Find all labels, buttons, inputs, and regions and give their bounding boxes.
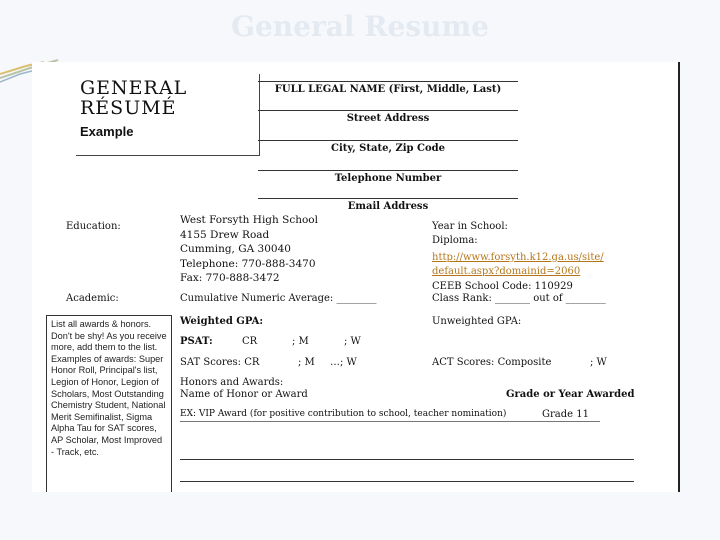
ceeb-code: CEEB School Code: 110929 (432, 281, 573, 292)
year-in-school-label: Year in School: (432, 221, 508, 232)
email-field: Email Address (347, 201, 429, 212)
psat-m: ; M (292, 336, 309, 347)
street-field: Street Address (346, 113, 430, 124)
diploma-label: Diploma: (432, 235, 478, 246)
example-award: EX: VIP Award (for positive contribution to school, teacher nomination) (180, 409, 507, 419)
cumulative-average: Cumulative Numeric Average: ________ (180, 293, 377, 304)
award-line-2 (180, 481, 634, 482)
example-underline (180, 421, 600, 422)
psat-cr: CR (242, 336, 258, 347)
school-website-link[interactable]: http://www.forsyth.k12.ga.us/site/ default.aspx?domainid=2060 (432, 252, 604, 277)
unweighted-gpa-label: Unweighted GPA: (432, 316, 522, 327)
sat-scores: SAT Scores: CR (180, 357, 260, 368)
example-label: Example (80, 124, 134, 139)
act-scores: ACT Scores: Composite (432, 357, 552, 368)
resume-title: GENERAL RÉSUMÉ (80, 77, 188, 119)
full-name-field: FULL LEGAL NAME (First, Middle, Last) (274, 84, 502, 95)
psat-label: PSAT: (180, 336, 213, 347)
psat-w: ; W (344, 336, 361, 347)
slide-title: General Resume (231, 10, 489, 43)
grade-year-label: Grade or Year Awarded (506, 389, 635, 400)
act-w: ; W (590, 357, 607, 368)
phone-field: Telephone Number (334, 173, 442, 184)
name-of-honor-label: Name of Honor or Award (180, 389, 308, 400)
award-line-1 (180, 459, 634, 460)
awards-instructions-box: List all awards & honors. Don't be shy! As you receive more, add them to the list. Examples of awards: Super Honor Roll, Principal's list, Legion of Honor, Legion of Scholars, Most Outstanding Chemistry Student, National Merit Semifinalist, Sigma Alpha Tau for SAT scores, AP Scholar, Most Improved - Track, etc. (46, 315, 172, 492)
resume-document (32, 62, 680, 492)
education-label: Education: (66, 221, 121, 232)
street-line (258, 110, 518, 111)
city-line (258, 140, 518, 141)
honors-label: Honors and Awards: (180, 377, 284, 388)
email-line (258, 198, 518, 199)
class-rank: Class Rank: _______ out of ________ (432, 293, 606, 304)
weighted-gpa-label: Weighted GPA: (180, 316, 264, 327)
name-line (258, 81, 518, 82)
example-grade: Grade 11 (542, 409, 589, 420)
sat-m: ; M (298, 357, 315, 368)
sat-w: …; W (330, 357, 357, 368)
academic-label: Academic: (66, 293, 119, 304)
school-info: West Forsyth High School 4155 Drew Road Cumming, GA 30040 Telephone: 770-888-3470 Fax: 770-888-3472 (180, 214, 318, 285)
city-field: City, State, Zip Code (330, 143, 445, 154)
phone-line (258, 170, 518, 171)
